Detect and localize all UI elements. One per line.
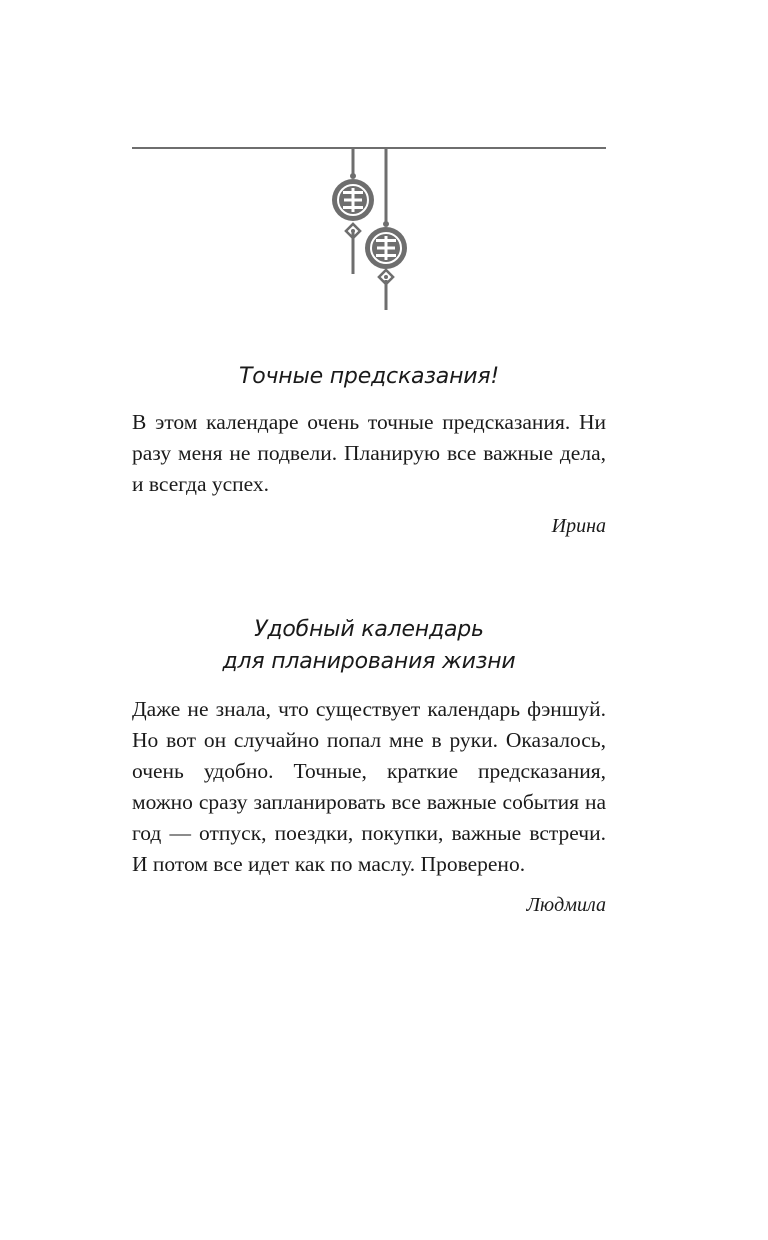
review-author: Ирина [551,515,606,537]
review-title-line: для планирования жизни [222,649,516,674]
review-title-line: Удобный календарь [254,617,484,642]
review-title [132,361,606,393]
review-irina [132,361,606,540]
review-title [132,614,606,678]
review-lyudmila [132,614,606,919]
review-body: Даже не знала, что существует календарь фэншуй. Но вот он случайно попал мне в руки. Оказалось, очень удобно. Точные, краткие предсказания, можно сразу запланировать все важные события на год — отпуск, поездки, покупки, важные встречи. И потом все идет как по маслу. Проверено. [132,697,606,876]
hanging-medallions-icon [320,148,420,318]
review-title-line: Точные предсказания! [238,364,500,389]
review-author: Людмила [526,894,606,916]
review-body: В этом календаре очень точные предсказания. Ни разу меня не подвели. Планирую все важные дела, и всегда успех. [132,410,606,496]
